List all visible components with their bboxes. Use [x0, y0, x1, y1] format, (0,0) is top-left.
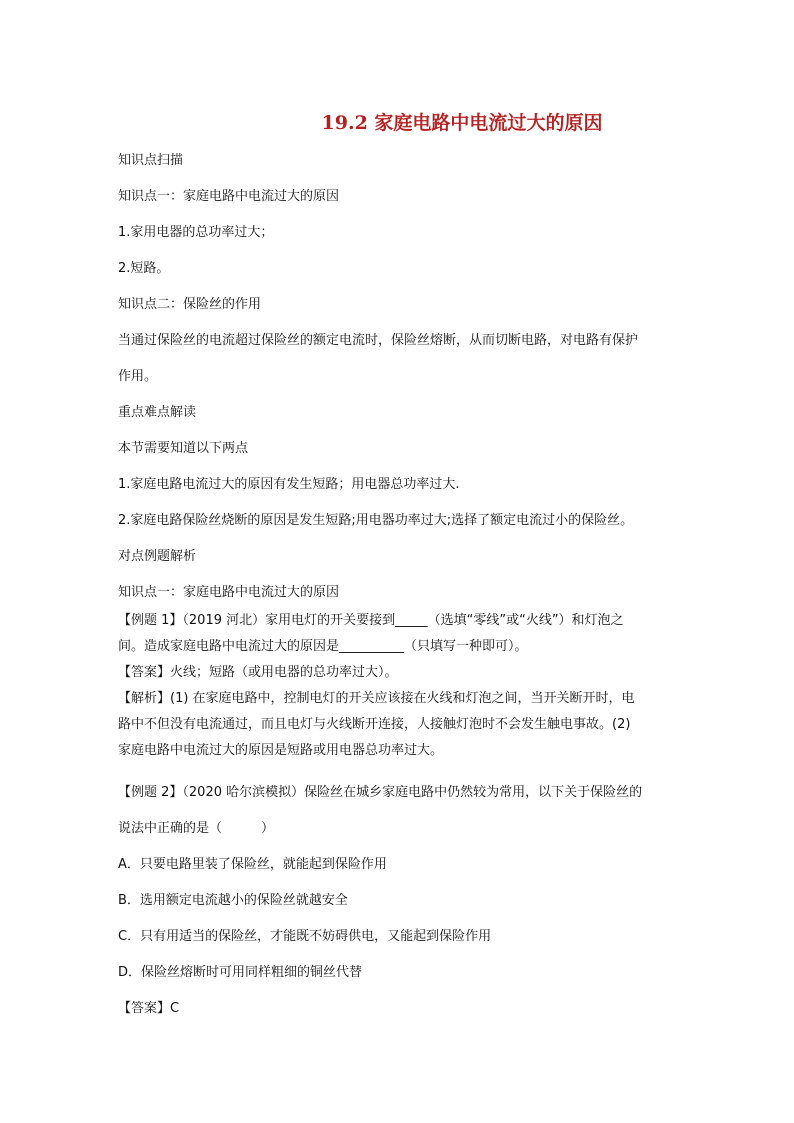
- example-2-answer: 【答案】C: [118, 1001, 180, 1016]
- section-heading-knowledge-scan: 知识点扫描: [118, 153, 184, 168]
- example-1-analysis: 【解析】(1) 在家庭电路中，控制电灯的开关应该接在火线和灯泡之间，当开关断开时，电: [118, 691, 635, 706]
- example-knowledge-point-heading: 知识点一：家庭电路中电流过大的原因: [118, 585, 340, 600]
- key-points-intro: 本节需要知道以下两点: [118, 441, 249, 456]
- section-heading-key-points: 重点难点解读: [118, 405, 197, 420]
- example-2-option-b: B．选用额定电流越小的保险丝就越安全: [118, 893, 348, 908]
- example-1-question: 【例题 1】（2019 河北）家用电灯的开关要接到_____（选填“零线”或“火线”）和灯泡之: [118, 613, 624, 628]
- section-heading-examples: 对点例题解析: [118, 549, 197, 564]
- knowledge-item-1: 1.家用电器的总功率过大；: [118, 225, 274, 240]
- knowledge-point-2-heading: 知识点二：保险丝的作用: [118, 297, 262, 312]
- key-point-2: 2.家庭电路保险丝烧断的原因是发生短路;用电器功率过大;选择了额定电流过小的保险丝。: [118, 513, 634, 528]
- example-1-question-cont: 间。造成家庭电路中电流过大的原因是__________（只填写一种即可）。: [118, 639, 528, 654]
- example-2-option-c: C．只有用适当的保险丝，才能既不妨碍供电，又能起到保险作用: [118, 929, 492, 944]
- page-title: 19.2 家庭电路中电流过大的原因: [321, 112, 603, 134]
- fuse-function-text-cont: 作用。: [118, 369, 158, 384]
- knowledge-point-1-heading: 知识点一：家庭电路中电流过大的原因: [118, 189, 340, 204]
- key-point-1: 1.家庭电路电流过大的原因有发生短路；用电器总功率过大.: [118, 477, 460, 492]
- fuse-function-text: 当通过保险丝的电流超过保险丝的额定电流时，保险丝熔断，从而切断电路，对电路有保护: [118, 333, 639, 348]
- knowledge-item-2: 2.短路。: [118, 261, 170, 276]
- example-2-question: 【例题 2】（2020 哈尔滨模拟）保险丝在城乡家庭电路中仍然较为常用，以下关于保险丝的: [118, 785, 643, 800]
- example-1-analysis-end: 家庭电路中电流过大的原因是短路或用电器总功率过大。: [118, 743, 444, 758]
- example-2-question-cont: 说法中正确的是（ ）: [118, 821, 275, 836]
- example-2-option-a: A．只要电路里装了保险丝，就能起到保险作用: [118, 857, 387, 872]
- example-2-option-d: D．保险丝熔断时可用同样粗细的铜丝代替: [118, 965, 363, 980]
- example-1-analysis-cont: 路中不但没有电流通过，而且电灯与火线断开连接，人接触灯泡时不会发生触电事故。(2): [118, 717, 631, 732]
- example-1-answer: 【答案】火线；短路（或用电器的总功率过大）。: [118, 665, 398, 680]
